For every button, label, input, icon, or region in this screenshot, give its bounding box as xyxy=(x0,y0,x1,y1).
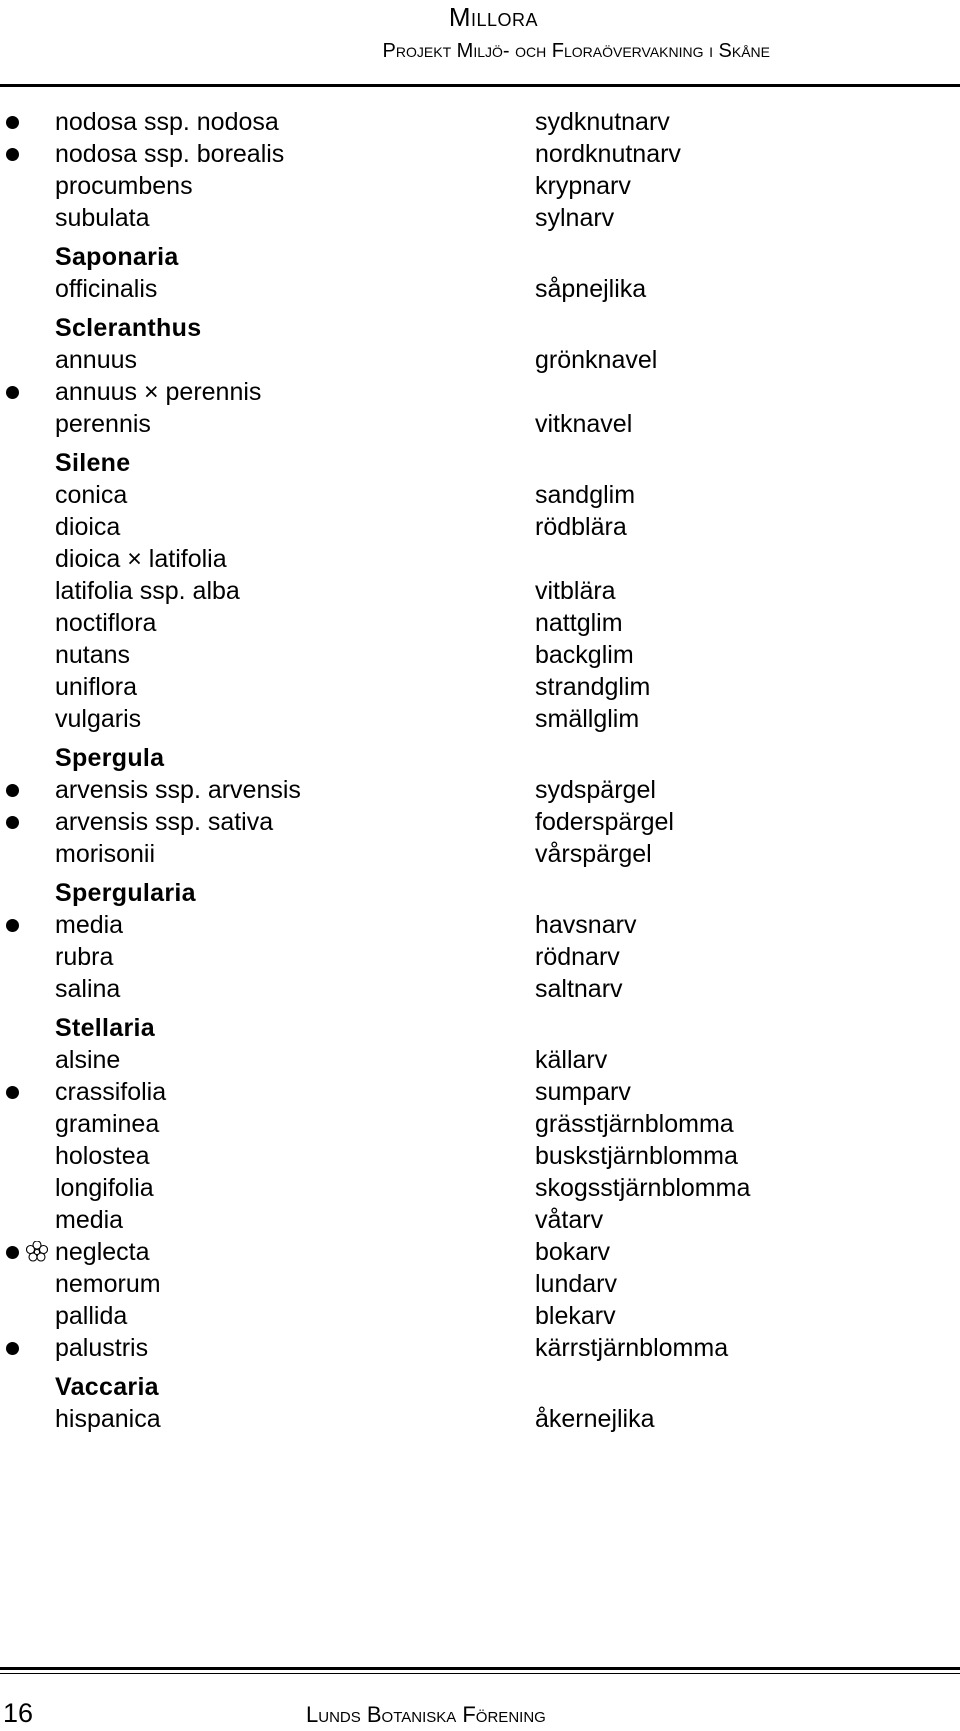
species-row xyxy=(0,941,960,973)
bullet-icon xyxy=(6,1246,19,1259)
bullet-icon xyxy=(6,816,19,829)
species-row xyxy=(0,543,960,575)
species-row xyxy=(0,607,960,639)
swedish-name: grönknavel xyxy=(535,346,658,374)
page-number: 16 xyxy=(3,1698,34,1728)
swedish-name: såpnejlika xyxy=(535,275,647,303)
page-header xyxy=(0,0,960,88)
bullet-icon xyxy=(6,919,19,932)
species-row xyxy=(0,1332,960,1364)
latin-name: hispanica xyxy=(55,1405,161,1433)
genus-row xyxy=(0,447,960,479)
swedish-name: nordknutnarv xyxy=(535,140,681,168)
header-rule xyxy=(0,84,960,87)
genus-name: Saponaria xyxy=(55,243,179,271)
latin-name: nodosa ssp. borealis xyxy=(55,140,285,168)
latin-name: rubra xyxy=(55,943,114,971)
species-row xyxy=(0,138,960,170)
swedish-name: backglim xyxy=(535,641,634,669)
species-row xyxy=(0,973,960,1005)
swedish-name: smällglim xyxy=(535,705,640,733)
species-row xyxy=(0,774,960,806)
swedish-name: buskstjärnblomma xyxy=(535,1142,738,1170)
latin-name: holostea xyxy=(55,1142,150,1170)
genus-row xyxy=(0,241,960,273)
latin-name: crassifolia xyxy=(55,1078,167,1106)
swedish-name: nattglim xyxy=(535,609,623,637)
genus-name: Stellaria xyxy=(55,1014,155,1042)
swedish-name: källarv xyxy=(535,1046,608,1074)
latin-name: conica xyxy=(55,481,128,509)
species-row xyxy=(0,575,960,607)
latin-name: subulata xyxy=(55,204,150,232)
species-row xyxy=(0,1076,960,1108)
latin-name: alsine xyxy=(55,1046,121,1074)
bullet-icon xyxy=(6,784,19,797)
species-row xyxy=(0,639,960,671)
flower-icon xyxy=(26,1241,48,1263)
latin-name: pallida xyxy=(55,1302,128,1330)
swedish-name: skogsstjärnblomma xyxy=(535,1174,751,1202)
header-subtitle: Projekt Miljö- och Floraövervakning i Skåne xyxy=(382,40,770,62)
genus-name: Vaccaria xyxy=(55,1373,159,1401)
genus-name: Spergularia xyxy=(55,879,196,907)
swedish-name: kärrstjärnblomma xyxy=(535,1334,729,1362)
latin-name: nodosa ssp. nodosa xyxy=(55,108,279,136)
latin-name: nutans xyxy=(55,641,131,669)
swedish-name: saltnarv xyxy=(535,975,623,1003)
latin-name: salina xyxy=(55,975,121,1003)
latin-name: graminea xyxy=(55,1110,160,1138)
species-row xyxy=(0,703,960,735)
species-row xyxy=(0,1044,960,1076)
latin-name: media xyxy=(55,911,124,939)
latin-name: dioica xyxy=(55,513,121,541)
latin-name: annuus xyxy=(55,346,138,374)
species-row xyxy=(0,1268,960,1300)
species-row xyxy=(0,1204,960,1236)
header-title: Millora xyxy=(448,2,538,32)
species-row xyxy=(0,1108,960,1140)
species-row xyxy=(0,376,960,408)
genus-name: Silene xyxy=(55,449,131,477)
species-row xyxy=(0,1140,960,1172)
swedish-name: vårspärgel xyxy=(535,840,652,868)
species-row xyxy=(0,273,960,305)
latin-name: arvensis ssp. sativa xyxy=(55,808,274,836)
species-row xyxy=(0,511,960,543)
bullet-icon xyxy=(6,116,19,129)
swedish-name: blekarv xyxy=(535,1302,616,1330)
species-row xyxy=(0,106,960,138)
latin-name: longifolia xyxy=(55,1174,154,1202)
footer-organization: Lunds Botaniska Förening xyxy=(306,1702,546,1727)
genus-row xyxy=(0,312,960,344)
species-row xyxy=(0,479,960,511)
genus-row xyxy=(0,1012,960,1044)
latin-name: arvensis ssp. arvensis xyxy=(55,776,301,804)
swedish-name: rödblära xyxy=(535,513,627,541)
genus-name: Spergula xyxy=(55,744,165,772)
species-row xyxy=(0,838,960,870)
latin-name: neglecta xyxy=(55,1238,150,1266)
swedish-name: strandglim xyxy=(535,673,651,701)
swedish-name: våtarv xyxy=(535,1206,604,1234)
latin-name: officinalis xyxy=(55,275,158,303)
bullet-icon xyxy=(6,386,19,399)
bullet-icon xyxy=(6,1086,19,1099)
swedish-name: krypnarv xyxy=(535,172,631,200)
species-row xyxy=(0,806,960,838)
swedish-name: lundarv xyxy=(535,1270,617,1298)
species-row xyxy=(0,1300,960,1332)
genus-name: Scleranthus xyxy=(55,314,202,342)
swedish-name: sylnarv xyxy=(535,204,615,232)
latin-name: noctiflora xyxy=(55,609,157,637)
swedish-name: sydspärgel xyxy=(535,776,656,804)
species-row xyxy=(0,1403,960,1435)
swedish-name: vitblära xyxy=(535,577,616,605)
swedish-name: sumparv xyxy=(535,1078,631,1106)
footer-rule xyxy=(0,1667,960,1670)
swedish-name: sandglim xyxy=(535,481,636,509)
swedish-name: vitknavel xyxy=(535,410,633,438)
footer-rule-thin xyxy=(0,1673,960,1674)
swedish-name: åkernejlika xyxy=(535,1405,655,1433)
swedish-name: havsnarv xyxy=(535,911,637,939)
species-row xyxy=(0,408,960,440)
latin-name: perennis xyxy=(55,410,151,438)
genus-row xyxy=(0,742,960,774)
latin-name: latifolia ssp. alba xyxy=(55,577,240,605)
latin-name: nemorum xyxy=(55,1270,161,1298)
latin-name: media xyxy=(55,1206,124,1234)
latin-name: morisonii xyxy=(55,840,156,868)
species-row xyxy=(0,671,960,703)
species-row xyxy=(0,909,960,941)
latin-name: uniflora xyxy=(55,673,137,701)
latin-name: vulgaris xyxy=(55,705,142,733)
bullet-icon xyxy=(6,1342,19,1355)
genus-row xyxy=(0,877,960,909)
species-row xyxy=(0,1172,960,1204)
swedish-name: sydknutnarv xyxy=(535,108,670,136)
species-row xyxy=(0,1236,960,1268)
latin-name: palustris xyxy=(55,1334,149,1362)
swedish-name: rödnarv xyxy=(535,943,620,971)
latin-name: dioica × latifolia xyxy=(55,545,227,573)
genus-row xyxy=(0,1371,960,1403)
swedish-name: bokarv xyxy=(535,1238,611,1266)
swedish-name: foderspärgel xyxy=(535,808,674,836)
latin-name: procumbens xyxy=(55,172,193,200)
bullet-icon xyxy=(6,148,19,161)
species-row xyxy=(0,344,960,376)
swedish-name: grässtjärnblomma xyxy=(535,1110,734,1138)
latin-name: annuus × perennis xyxy=(55,378,262,406)
species-row xyxy=(0,202,960,234)
species-row xyxy=(0,170,960,202)
